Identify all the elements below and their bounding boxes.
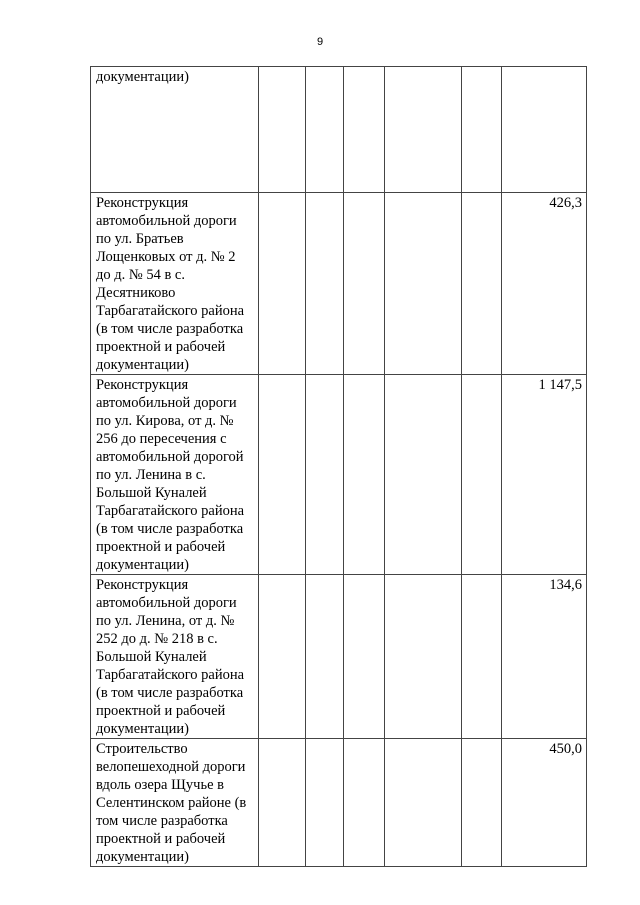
empty-cell (306, 193, 344, 375)
budget-table (90, 66, 587, 867)
empty-cell (385, 575, 462, 739)
amount-cell: 426,3 (502, 193, 587, 375)
empty-cell (385, 193, 462, 375)
empty-cell (259, 575, 306, 739)
object-name-cell: Строительство велопешеходной дороги вдоль озера Щучье в Селентинском районе (в том числе разработка проектной и рабочей документации) (91, 739, 259, 867)
table-row (91, 193, 587, 375)
empty-cell (344, 193, 385, 375)
amount-cell: 450,0 (502, 739, 587, 867)
empty-cell (462, 375, 502, 575)
empty-cell (259, 193, 306, 375)
empty-cell (462, 575, 502, 739)
table-row (91, 67, 587, 193)
empty-cell (385, 375, 462, 575)
object-name-cell: документации) (91, 67, 259, 193)
table-row (91, 375, 587, 575)
object-name-cell: Реконструкция автомобильной дороги по ул. Кирова, от д. № 256 до пересечения с автомобильной дорогой по ул. Ленина в с. Большой Куналей Тарбагатайского района (в том числе разработка проектной и рабочей документации) (91, 375, 259, 575)
empty-cell (462, 67, 502, 193)
empty-cell (385, 739, 462, 867)
table-row (91, 739, 587, 867)
empty-cell (259, 375, 306, 575)
object-name-cell: Реконструкция автомобильной дороги по ул. Братьев Лощенковых от д. № 2 до д. № 54 в с. Десятниково Тарбагатайского района (в том числе разработка проектной и рабочей документации) (91, 193, 259, 375)
empty-cell (306, 375, 344, 575)
amount-cell: 1 147,5 (502, 375, 587, 575)
table-row (91, 575, 587, 739)
page-number: 9 (316, 36, 324, 48)
amount-cell (502, 67, 587, 193)
empty-cell (344, 375, 385, 575)
empty-cell (306, 67, 344, 193)
empty-cell (385, 67, 462, 193)
object-name-cell: Реконструкция автомобильной дороги по ул. Ленина, от д. № 252 до д. № 218 в с. Большой Куналей Тарбагатайского района (в том числе разработка проектной и рабочей документации) (91, 575, 259, 739)
empty-cell (306, 575, 344, 739)
empty-cell (259, 67, 306, 193)
empty-cell (344, 739, 385, 867)
empty-cell (259, 739, 306, 867)
empty-cell (462, 739, 502, 867)
empty-cell (344, 67, 385, 193)
empty-cell (462, 193, 502, 375)
empty-cell (344, 575, 385, 739)
empty-cell (306, 739, 344, 867)
amount-cell: 134,6 (502, 575, 587, 739)
